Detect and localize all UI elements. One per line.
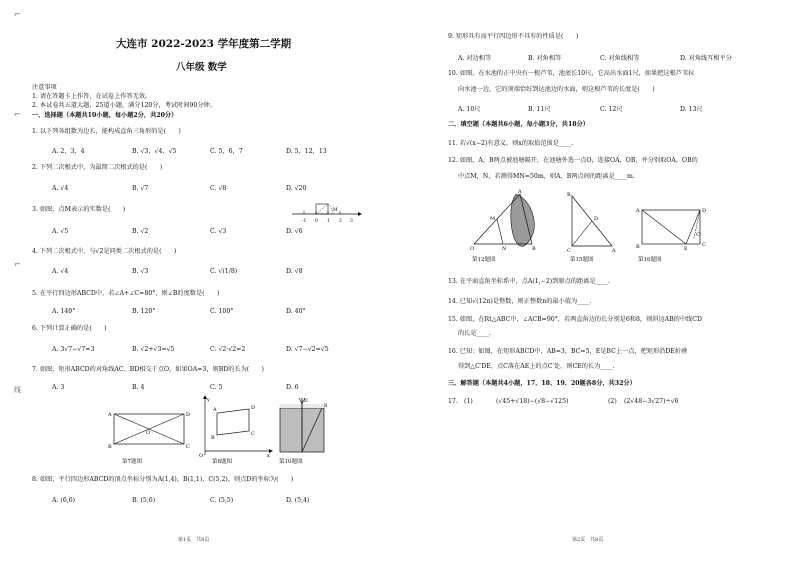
exam-subtitle: 八年级 数学 [176, 62, 227, 73]
svg-text:0: 0 [315, 219, 318, 224]
option-c: C. 100° [210, 308, 234, 315]
option-a: A. 3√7−√7=3 [52, 346, 95, 353]
question-stem: 16. 已知：如图，在矩形ABCD中，AB=3，BC=5，E是BC上一点，把矩形沿DE折叠 [448, 348, 688, 355]
option-b: B. √3 [132, 268, 149, 275]
option-c: C. 5 [210, 384, 223, 391]
question-stem: 14. 已知√(12n)是整数，则正整数n的最小值为____. [448, 298, 592, 305]
option-d: D. (5,4) [286, 497, 310, 504]
notice-line: 1. 请在答题卡上作答，在试卷上作答无效。 [32, 93, 152, 100]
option-a: A. √4 [52, 185, 69, 192]
page-1 [28, 0, 390, 562]
figure-caption: 第7题图 [122, 459, 142, 465]
page-2 [412, 0, 784, 562]
notice-line: 2. 本试卷共五道大题，25道小题，满分120分，考试时间90分钟。 [32, 102, 216, 109]
option-d: D. 13尺 [680, 106, 703, 113]
option-b: B. 对角相等 [528, 55, 562, 62]
question-stem: 12. 如图，A，B两点被池塘隔开，在池塘外选一点O，连接OA，OB，并分别取OA，OB的 [448, 157, 698, 164]
question-stem: 9. 矩形具有而平行四边形不具有的性质是( ) [448, 33, 579, 40]
option-c: C. 12尺 [600, 106, 623, 113]
option-c: C. √2·√2=2 [210, 346, 246, 353]
svg-text:B: B [211, 435, 215, 441]
figure-16-folded-rectangle [634, 204, 714, 250]
option-c: C. √3 [210, 228, 227, 235]
section-heading: 三、解答题（本题共4小题，17、18、19、20题各8分，共32分） [448, 380, 636, 387]
svg-text:M: M [333, 208, 338, 213]
svg-text:D: D [702, 208, 707, 214]
section-heading: 二、填空题（本题共6小题，每小题3分，共18分） [448, 121, 589, 128]
question-stem: 中点M，N，若测得MN=50m，则A，B两点间的距离是____m. [458, 173, 635, 180]
question-stem: 13. 在平面直角坐标系中，点A(1,−2)到原点的距离是____. [448, 278, 610, 285]
figure-caption: 第15题图 [570, 257, 594, 263]
svg-text:A: A [636, 208, 640, 214]
svg-text:O: O [146, 430, 151, 436]
option-d: D. √7−√2=√5 [286, 346, 329, 353]
svg-text:A: A [213, 407, 217, 413]
svg-text:A: A [518, 189, 522, 195]
svg-text:D: D [594, 216, 599, 222]
question-stem: 得到△C′DE，点C落在AE上的点C′处，则CE的长为____. [458, 363, 615, 370]
figure-caption: 第10题图 [279, 459, 303, 465]
expression: (√45+√18)−(√8−√125) [496, 398, 569, 405]
figure-caption: 第8题图 [212, 459, 232, 465]
option-b: B. 120° [132, 308, 156, 315]
svg-text:O: O [470, 246, 475, 252]
question-stem: 2. 下列二次根式中，为最简二次根式的是( ) [32, 164, 163, 171]
figure-12-pond-triangle [464, 188, 554, 252]
page-footer: 第1页 共8页 [178, 537, 210, 543]
svg-text:B: B [567, 192, 571, 198]
option-a: A. √4 [52, 268, 69, 275]
svg-text:E: E [684, 246, 688, 250]
expression: (2√48−3√27)÷√6 [624, 398, 679, 405]
option-d: D. 5，12，13 [286, 148, 327, 155]
svg-text:D: D [251, 405, 256, 411]
option-b: B. 4 [132, 384, 145, 391]
gutter-mark: ⌐ [14, 260, 21, 269]
option-a: A. 对边相等 [458, 55, 492, 62]
question-stem: 10. 如图，在水池的正中央有一根芦苇，池底长10尺，它高出水面1尺，如果把这根芦苇拉 [448, 70, 695, 77]
option-d: D. 对角线互相平分 [680, 55, 732, 62]
section-heading: 一、选择题（本题共10小题，每小题2分，共20分） [32, 112, 178, 119]
svg-text:C: C [702, 242, 706, 248]
option-c: C. √(1/8) [210, 268, 238, 275]
svg-text:B: B [532, 246, 536, 252]
svg-text:M: M [490, 216, 496, 222]
option-a: A. 3 [52, 384, 65, 391]
svg-text:B: B [324, 404, 328, 409]
question-stem: 4. 下列二次根式中，与√2是同类二次根式的是( ) [32, 248, 177, 255]
question-number: (2) [608, 398, 617, 405]
figure-caption: 第12题图 [472, 257, 496, 263]
question-stem: 的长是____. [458, 330, 491, 337]
svg-text:C′: C′ [696, 232, 701, 238]
question-stem: 6. 下列计算正确的是( ) [32, 325, 107, 332]
figure-8-coordinate-parallelogram [193, 395, 273, 457]
option-a: A. 2，3，4 [52, 148, 85, 155]
svg-text:A: A [612, 248, 616, 252]
svg-text:C: C [186, 444, 190, 450]
option-d: D. 6 [286, 384, 299, 391]
notice-heading: 注意事项 [32, 84, 57, 91]
number-line-figure [290, 198, 362, 224]
gutter-mark: 线 [14, 386, 21, 394]
svg-text:1: 1 [327, 219, 330, 224]
option-a: A. √5 [52, 228, 69, 235]
question-stem: 7. 如图，矩形ABCD的对角线AC、BD相交于点O，如果OA=3，则BD的长为( ) [32, 366, 264, 373]
option-d: D. √8 [286, 268, 303, 275]
option-b: B. √2+√3=√5 [132, 346, 175, 353]
question-stem: 5. 在平行四边形ABCD中，若∠A+∠C=80°，则∠B的度数是( ) [32, 290, 220, 297]
question-stem: 3. 如图，点M表示的实数是( ) [32, 206, 126, 213]
svg-text:D: D [304, 399, 308, 404]
gutter-mark: ⌐ [14, 110, 21, 119]
question-stem: 1. 以下列各组数为边长，能构成直角三角形的是( ) [32, 128, 181, 135]
option-d: D. √6 [286, 228, 303, 235]
option-c: C. (5,5) [210, 497, 234, 504]
svg-text:3: 3 [350, 219, 353, 224]
question-stem: 8. 如图，平行四边形ABCD的顶点坐标分别为A(1,4)，B(1,1)，C(5,2)，则点D的坐标为( ) [32, 476, 294, 483]
option-b: B. √7 [132, 185, 149, 192]
figure-7-rectangle [104, 408, 194, 452]
svg-text:A: A [108, 412, 112, 418]
option-b: B. (5,6) [132, 497, 156, 504]
svg-text:B: B [108, 444, 112, 450]
option-d: D. 40° [286, 308, 306, 315]
figure-15-right-triangle [562, 190, 622, 252]
svg-text:C: C [567, 248, 571, 252]
svg-text:C: C [251, 431, 255, 437]
option-b: B. 11尺 [528, 106, 551, 113]
svg-text:O: O [199, 453, 204, 457]
option-c: C. √8 [210, 185, 227, 192]
svg-text:2: 2 [339, 219, 342, 224]
question-stem: 15. 如图，在Rt△ABC中，∠ACB=90°，若两直角边的长分别是6和8，则斜边AB的中线CD [448, 316, 702, 323]
figure-caption: 第16题图 [638, 257, 662, 263]
option-b: B. √3，√4，√5 [132, 148, 177, 155]
question-stem: 向水池一边，它的顶端恰好到达池边的水面，则这根芦苇的长度是( ) [458, 86, 655, 93]
page-footer: 第2页 共8页 [572, 537, 604, 543]
figure-10-pool-reed [274, 394, 330, 456]
option-a: A. 10尺 [458, 106, 481, 113]
option-a: A. (6,6) [52, 497, 76, 504]
svg-text:x: x [267, 453, 270, 457]
svg-text:D: D [186, 412, 191, 418]
exam-title: 大连市 2022-2023 学年度第二学期 [116, 38, 292, 50]
option-c: C. 对角线相等 [600, 55, 640, 62]
option-b: B. √2 [132, 228, 149, 235]
svg-text:-1: -1 [302, 219, 307, 224]
option-d: D. √20 [286, 185, 307, 192]
svg-text:y: y [207, 397, 210, 403]
svg-text:N: N [502, 246, 507, 252]
question-stem: 11. 若√(x−2)有意义，则x的取值范围是____. [448, 140, 574, 147]
gutter-mark: ⌐ [14, 10, 21, 19]
question-number: 17. (1) [448, 398, 473, 405]
option-c: C. 5，6，7 [210, 148, 243, 155]
binding-gutter [12, 0, 26, 562]
option-a: A. 140° [52, 308, 76, 315]
svg-text:B: B [636, 244, 640, 250]
